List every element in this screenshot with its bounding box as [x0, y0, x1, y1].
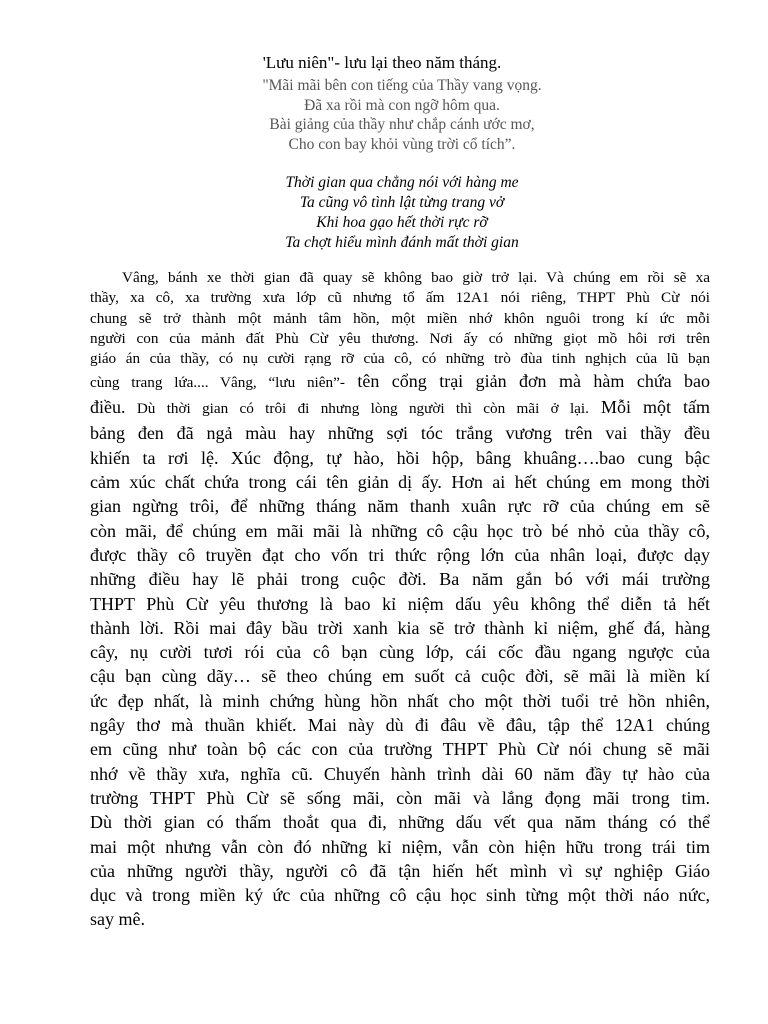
paragraph-line: giáo án của thầy, có nụ cười rạng rỡ của cô, có những trò đùa tinh nghịch của lũ bạn	[90, 350, 710, 368]
title-text: 'Lưu niên"- lưu lại theo năm tháng.	[262, 53, 502, 72]
paragraph-line: ức đẹp nhất, là minh chứng hùng hồn nhất cho một thời tuổi trẻ hồn nhiên,	[90, 690, 710, 711]
paragraph-line-mixed	[90, 395, 710, 421]
text-run-large: tên cổng trại giản đơn mà hàm chứa bao	[344, 371, 710, 392]
paragraph-line: Dù thời gian có thấm thoắt qua đi, những dấu vết qua năm tháng có thể	[90, 812, 710, 833]
paragraph-line: thầy, xa cô, xa trường xưa lớp cũ nhưng tổ ấm 12A1 nói riêng, THPT Phù Cừ nói	[90, 289, 710, 307]
paragraph-line: thành lời. Rồi mai đây bầu trời xanh kia sẽ trở thành kỉ niệm, ghế đá, hàng	[90, 617, 710, 638]
paragraph-line: bảng đen đã ngả màu hay những sợi tóc trắng vương trên vai thầy đều	[90, 423, 710, 444]
poem-quote-line: Đã xa rồi mà con ngỡ hôm qua.	[304, 96, 500, 114]
text-run-small: Dù thời gian có trôi đi nhưng lòng người thì còn mãi ở lại.	[125, 400, 589, 418]
paragraph-line-last: say mê.	[90, 909, 145, 930]
paragraph-line: nhớ về thầy xưa, nghĩa cũ. Chuyến hành trình dài 60 năm đầy tự hào của	[90, 763, 710, 784]
paragraph-line: được thầy cô truyền đạt cho vốn tri thức rộng lớn của nhân loại, được dạy	[90, 544, 710, 565]
paragraph-line: Vâng, bánh xe thời gian đã quay sẽ không bao giờ trở lại. Và chúng em rồi sẽ xa	[122, 269, 710, 286]
paragraph-line: em cũng như toàn bộ các con của trường THPT Phù Cừ nói chung sẽ mãi	[90, 739, 710, 760]
poem-quote-line: Cho con bay khỏi vùng trời cổ tích”.	[288, 135, 516, 153]
paragraph-line: ngây thơ mà thuần khiết. Mai này dù đi đâu về đâu, tập thể 12A1 chúng	[90, 715, 710, 736]
paragraph-line: cậu bạn cùng dãy… sẽ theo chúng em suốt cả cuộc đời, sẽ mãi là miền kí	[90, 666, 710, 687]
poem-italic-line: Thời gian qua chẳng nói với hàng me	[285, 174, 519, 191]
paragraph-line: cảm xúc chất chứa trong cái tên giản dị ấy. Hơn ai hết chúng em mong thời	[90, 472, 710, 493]
paragraph-line: dục và trong miền ký ức của những cô cậu học sinh từng một thời náo nức,	[90, 885, 710, 906]
paragraph-line: của những người thầy, người cô đã tận hiến hết mình vì sự nghiệp Giáo	[90, 860, 710, 881]
poem-quote-line: Bài giảng của thầy như chắp cánh ước mơ,	[269, 116, 535, 133]
paragraph-line: cây, nụ cười tươi rói của cô bạn cùng lớp, cái cốc đầu ngang ngược của	[90, 642, 710, 663]
paragraph-line: khiến ta rơi lệ. Xúc động, tự hào, hồi hộp, bâng khuâng….bao cung bậc	[90, 447, 710, 468]
poem-italic-line: Ta chợt hiểu mình đánh mất thời gian	[285, 234, 519, 251]
poem-italic-line: Khi hoa gạo hết thời rực rỡ	[316, 214, 488, 231]
text-run-large: điều.	[90, 397, 126, 418]
body-paragraph	[90, 268, 710, 932]
document-title	[0, 52, 768, 74]
paragraph-line: người con của mảnh đất Phù Cừ yêu thương. Nơi ấy có những giọt mồ hôi rơi trên	[90, 329, 710, 347]
poem-italic-line: Ta cũng vô tình lật từng trang vở	[299, 194, 505, 211]
paragraph-line: gian ngừng trôi, để những tháng năm thanh xuân rực rỡ của chúng em sẽ	[90, 496, 710, 517]
paragraph-line: THPT Phù Cừ yêu thương là bao kỉ niệm dấu yêu không thể diễn tả hết	[90, 593, 710, 614]
paragraph-line: mai một nhưng vẫn còn đó những kỉ niệm, vẫn còn hiện hữu trong trái tim	[90, 836, 710, 857]
poem-quote-line: "Mãi mãi bên con tiếng của Thầy vang vọng.	[262, 77, 542, 94]
paragraph-line: chung sẽ trở thành một mảnh tâm hồn, một miền nhớ khôn nguôi trong kí ức mỗi	[90, 309, 710, 327]
paragraph-line: những điều hay lẽ phải trong cuộc đời. Ba năm gắn bó với mái trường	[90, 569, 710, 590]
poem-italic	[0, 173, 768, 253]
paragraph-line-mixed	[90, 369, 710, 395]
paragraph-line: trường THPT Phù Cừ sẽ sống mãi, còn mãi và lắng đọng mãi trong tim.	[90, 787, 710, 808]
paragraph-line: còn mãi, để chúng em mãi mãi là những cô cậu học trò bé nhỏ của thầy cô,	[90, 520, 710, 541]
poem-quote	[0, 76, 768, 154]
text-run-small: cùng trang lứa.... Vâng, “lưu niên”-	[90, 374, 345, 392]
text-run-large: Mỗi một tấm	[588, 397, 710, 418]
